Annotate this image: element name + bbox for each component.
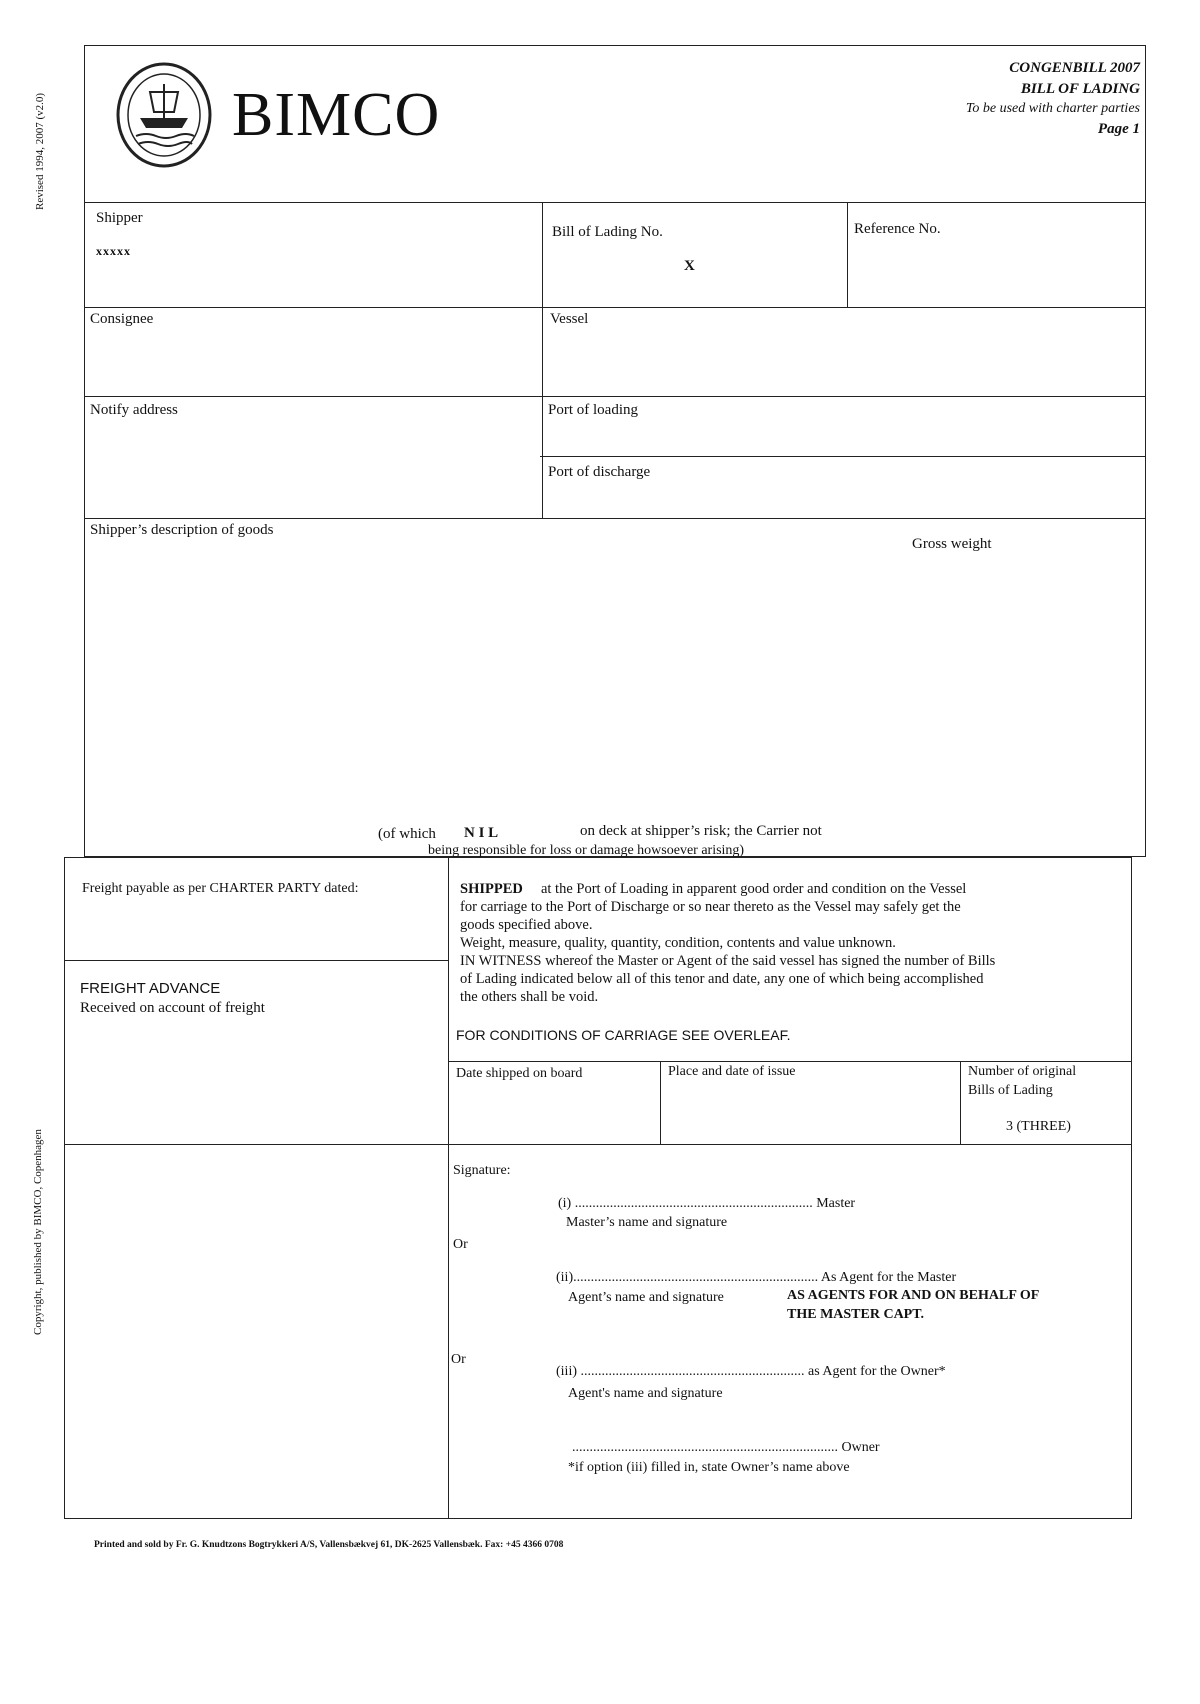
or-label: Or [451,1352,466,1367]
usage-note: To be used with charter parties [965,101,1140,116]
bill-of-lading-no-value: X [684,258,695,274]
description-of-goods-label: Shipper’s description of goods [90,522,274,538]
gross-weight-label: Gross weight [912,536,992,552]
freight-payable-label: Freight payable as per CHARTER PARTY dated: [82,881,359,896]
divider [542,202,543,518]
on-deck-value: N I L [464,825,499,841]
shipped-clause [460,880,1120,1006]
on-deck-prefix: (of which [378,826,436,842]
copyright-side-text: Copyright, published by BIMCO, Copenhagen [32,1129,44,1335]
signature-option-ii: (ii)...................................................................... As Agent for the Master [556,1270,957,1285]
form-name: CONGENBILL 2007 [1009,60,1140,76]
signature-option-iii: (iii) ................................................................ as Agent for the Owner* [556,1364,946,1379]
shipped-line: IN WITNESS whereof the Master or Agent of the said vessel has signed the number of Bills [460,953,996,969]
divider [540,456,1146,457]
conditions-note: FOR CONDITIONS OF CARRIAGE SEE OVERLEAF. [456,1027,791,1043]
logo-wordmark: BIMCO [232,81,441,149]
signature-option-ii-sub: Agent’s name and signature [568,1290,724,1305]
divider [84,396,1146,397]
port-of-loading-label: Port of loading [548,402,638,418]
bimco-seal-icon [114,60,214,170]
owner-line: ............................................................................ Owner [572,1440,880,1455]
number-originals-label-1: Number of original [968,1064,1077,1079]
date-shipped-label: Date shipped on board [456,1066,583,1081]
divider [847,202,848,307]
shipped-heading: SHIPPED [460,881,523,897]
signature-option-i: (i) .................................................................... Master [558,1196,856,1211]
agent-stamp-line2: THE MASTER CAPT. [787,1307,925,1322]
divider [448,857,449,1519]
notify-address-label: Notify address [90,402,178,418]
reference-no-label: Reference No. [854,221,941,237]
port-of-discharge-label: Port of discharge [548,464,651,480]
number-originals-value: 3 (THREE) [1006,1119,1071,1134]
freight-advance-sub: Received on account of freight [80,1000,265,1016]
divider [64,960,448,961]
divider [660,1061,661,1144]
bimco-logo [114,60,214,170]
signature-option-i-sub: Master’s name and signature [566,1215,728,1230]
divider [84,307,1146,308]
divider [448,1061,1132,1062]
signature-label: Signature: [453,1163,511,1178]
freight-advance-title: FREIGHT ADVANCE [80,980,221,997]
or-label: Or [453,1237,468,1252]
place-date-issue-label: Place and date of issue [668,1064,796,1079]
owner-note: *if option (iii) filled in, state Owner’s name above [568,1460,850,1475]
divider [960,1061,961,1144]
shipper-value: xxxxx [96,244,131,258]
divider [64,1144,1132,1145]
vessel-label: Vessel [550,311,589,327]
shipped-line: of Lading indicated below all of this tenor and date, any one of which being accomplished [460,971,984,987]
document-type: BILL OF LADING [1020,81,1140,97]
on-deck-text-line1: on deck at shipper’s risk; the Carrier not [580,823,822,839]
shipped-line: for carriage to the Port of Discharge or so near thereto as the Vessel may safely get the [460,899,961,915]
number-originals-label-2: Bills of Lading [968,1083,1053,1098]
consignee-label: Consignee [90,311,154,327]
page-number: Page 1 [1097,121,1140,137]
signature-option-iii-sub: Agent's name and signature [568,1386,723,1401]
printer-footer: Printed and sold by Fr. G. Knudtzons Bogtrykkeri A/S, Vallensbækvej 61, DK-2625 Vallensbæk. Fax: +45 4366 0708 [94,1540,564,1550]
shipper-label: Shipper [96,210,143,226]
shipped-line: at the Port of Loading in apparent good order and condition on the Vessel [540,881,967,897]
revised-side-text: Revised 1994, 2007 (v2.0) [34,92,46,210]
on-deck-text-line2: being responsible for loss or damage howsoever arising) [428,843,745,858]
agent-stamp-line1: AS AGENTS FOR AND ON BEHALF OF [787,1288,1040,1303]
shipped-line: Weight, measure, quality, quantity, condition, contents and value unknown. [460,935,896,951]
bill-of-lading-no-label: Bill of Lading No. [552,224,663,240]
shipped-line: goods specified above. [460,917,593,933]
shipped-line: the others shall be void. [460,989,599,1005]
divider [84,518,1146,519]
